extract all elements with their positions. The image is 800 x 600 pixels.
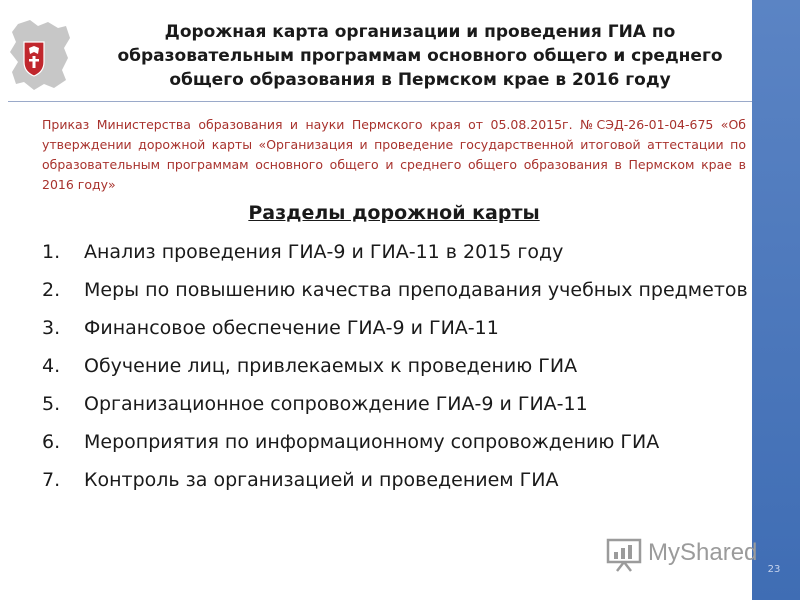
list-item-text: Организационное сопровождение ГИА-9 и ГИА-11: [84, 393, 588, 415]
list-item-text: Анализ проведения ГИА-9 и ГИА-11 в 2015 году: [84, 241, 564, 263]
list-item-text: Меры по повышению качества преподавания учебных предметов: [84, 279, 748, 301]
roadmap-sections-list: [42, 237, 752, 503]
title-divider: [8, 101, 752, 102]
list-item: [42, 389, 752, 419]
title-line: образовательным программам основного общего и среднего: [117, 46, 723, 66]
title-line: Дорожная карта организации и проведения ГИА по: [164, 22, 676, 42]
list-item-text: Контроль за организацией и проведением ГИА: [84, 469, 559, 491]
order-reference-text: Приказ Министерства образования и науки Пермского края от 05.08.2015г. №СЭД-26-01-04-675 «Об утверждении дорожной карты «Организация и проведение государственной итоговой аттестации по образовательным программам основного общего и среднего общего образования в Пермском крае в 2016 году»: [42, 117, 746, 192]
watermark-text: MyShared: [648, 539, 758, 566]
section-heading: Разделы дорожной карты: [248, 202, 540, 224]
list-item: [42, 237, 752, 267]
list-item: [42, 465, 752, 495]
slide-title: [110, 20, 730, 92]
title-line: общего образования в Пермском крае в 2016 году: [169, 70, 671, 90]
list-item: [42, 351, 752, 381]
list-item: [42, 275, 752, 305]
presentation-board-icon: [606, 538, 642, 572]
list-item-number: 5.: [42, 393, 61, 415]
list-item: [42, 427, 752, 457]
list-item-number: 6.: [42, 431, 61, 453]
list-item-number: 3.: [42, 317, 61, 339]
list-item-number: 1.: [42, 241, 61, 263]
list-item-number: 4.: [42, 355, 61, 377]
list-item: [42, 313, 752, 343]
watermark: [606, 536, 758, 574]
list-item-number: 7.: [42, 469, 61, 491]
list-item-text: Обучение лиц, привлекаемых к проведению ГИА: [84, 355, 578, 377]
page-number: 23: [767, 564, 781, 575]
list-item-text: Финансовое обеспечение ГИА-9 и ГИА-11: [84, 317, 499, 339]
list-item-text: Мероприятия по информационному сопровождению ГИА: [84, 431, 660, 453]
list-item-number: 2.: [42, 279, 61, 301]
perm-krai-emblem-icon: [8, 18, 72, 92]
right-accent-band: [752, 0, 800, 600]
